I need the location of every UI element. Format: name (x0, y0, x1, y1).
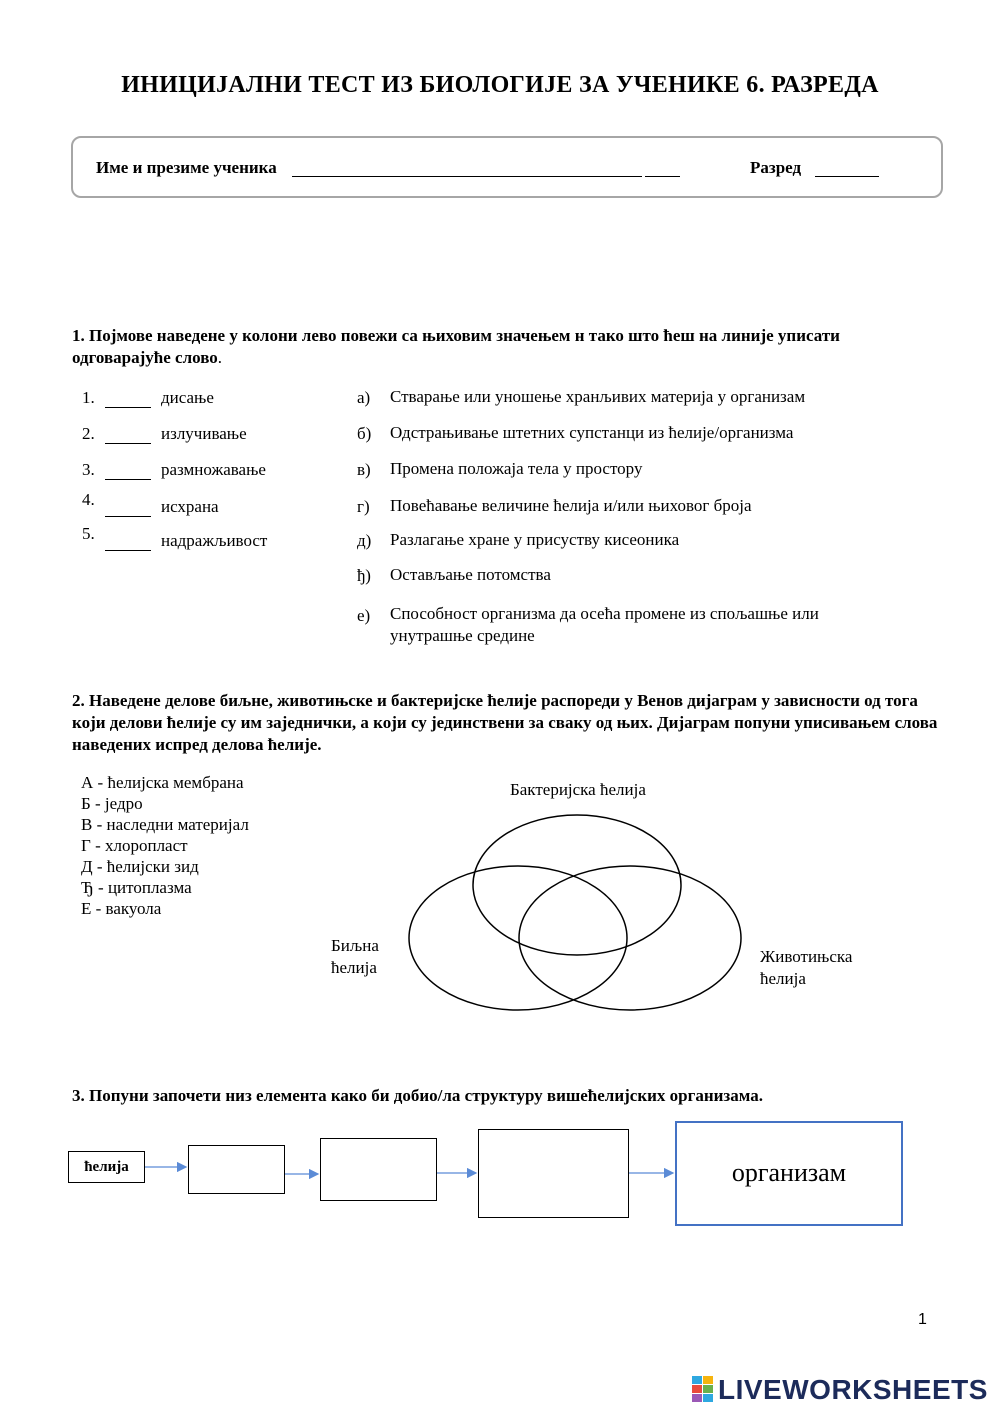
cell-part-dj: Ђ - цитоплазма (81, 878, 192, 897)
cell-part-e: Е - вакуола (81, 899, 162, 918)
term-number-2: 2. (82, 424, 95, 443)
name-label: Име и презиме ученика (96, 158, 277, 177)
term-3: размножавање (161, 460, 266, 479)
term-number-4: 4. (82, 490, 95, 509)
definition-e: Способност организма да осећа промене из спољашње или унутрашње средине (390, 604, 819, 645)
term-number-3: 3. (82, 460, 95, 479)
definition-letter-dj: ђ) (357, 566, 371, 585)
question-3-title: 3. Попуни започети низ елемента како би добио/ла структуру вишећелијских организама. (72, 1086, 763, 1105)
definition-d: Разлагање хране у присуству кисеоника (390, 530, 680, 549)
term-number-5: 5. (82, 524, 95, 543)
definition-letter-b: б) (357, 424, 372, 443)
definition-letter-v: в) (357, 460, 371, 479)
liveworksheets-logo (692, 1374, 988, 1406)
page-title: ИНИЦИЈАЛНИ ТЕСТ ИЗ БИОЛОГИЈЕ ЗА УЧЕНИКЕ 6. РАЗРЕДА (121, 72, 879, 98)
cell-part-a: А - ћелијска мембрана (81, 773, 244, 792)
question-2-title: 2. Наведене делове биљне, животињске и бактеријске ћелије распореди у Венов дијаграм у зависности од тога који делови ћелије су им заједнички, а који су јединствени за сваку од њих. Дијаграм попуни уписивањем слова наведених испред делова ћелије. (72, 691, 938, 754)
definition-letter-g: г) (357, 497, 370, 516)
question-1-text: 1. Појмове наведене у колони лево повежи са њиховим значењем н тако што ћеш на линије уписати одговарајуће слово (72, 326, 840, 367)
liveworksheets-logo-icon (692, 1376, 714, 1404)
term-number-1: 1. (82, 388, 95, 407)
page-number: 1 (918, 1311, 927, 1328)
definition-g: Повећавање величине ћелија и/или њиховог броја (390, 496, 752, 515)
cell-part-b: Б - једро (81, 794, 143, 813)
venn-label-plant-1: Биљна (331, 936, 379, 955)
venn-animal-circle[interactable] (519, 866, 741, 1010)
cell-part-d: Д - ћелијски зид (81, 857, 199, 876)
term-4: исхрана (161, 497, 219, 516)
cell-part-v: В - наследни материјал (81, 815, 249, 834)
end-box-organism: организам (675, 1121, 903, 1226)
definition-dj: Остављање потомства (390, 565, 551, 584)
cell-part-g: Г - хлоропласт (81, 836, 188, 855)
venn-label-bacterial: Бактеријска ћелија (510, 780, 646, 799)
term-1: дисање (161, 388, 214, 407)
definition-b: Одстрањивање штетних супстанци из ћелије/организма (390, 423, 794, 442)
chain-arrows (0, 1150, 1000, 1190)
venn-bacterial-circle[interactable] (473, 815, 681, 955)
venn-label-animal-1: Животињска (760, 947, 853, 966)
venn-plant-circle[interactable] (409, 866, 627, 1010)
venn-label-plant-2: ћелија (331, 958, 377, 977)
question-1-period: . (217, 348, 223, 367)
start-box-cell: ћелија (68, 1151, 145, 1183)
term-5: надражљивост (161, 531, 268, 550)
definition-a: Стварање или уношење хранљивих материја у организам (390, 387, 806, 406)
term-2: излучивање (161, 424, 247, 443)
class-label: Разред (750, 158, 802, 177)
venn-label-animal-2: ћелија (760, 969, 806, 988)
liveworksheets-logo-text: LIVEWORKSHEETS (718, 1374, 988, 1405)
definition-letter-a: а) (357, 388, 371, 407)
definition-v: Промена положаја тела у простору (390, 459, 643, 478)
definition-letter-d: д) (357, 531, 372, 550)
definition-letter-e: е) (357, 606, 371, 625)
